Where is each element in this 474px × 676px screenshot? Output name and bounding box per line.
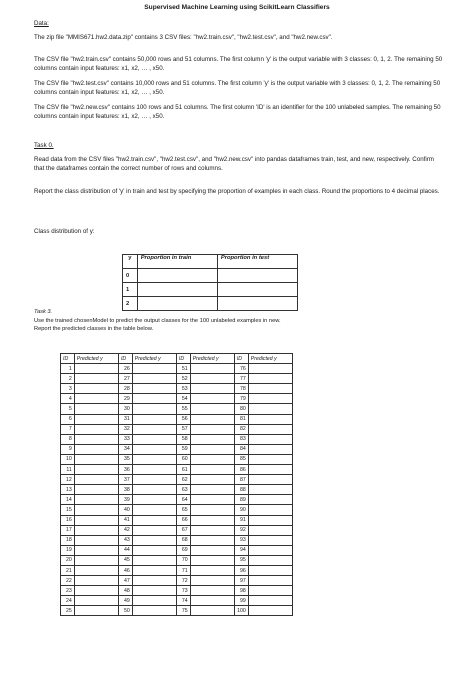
predicted-y-cell[interactable] [132, 444, 176, 454]
sample-id-cell: 98 [234, 586, 248, 596]
sample-id-cell: 66 [176, 515, 190, 525]
page-title: Supervised Machine Learning using ScikitLearn Classifiers [144, 4, 330, 11]
sample-id-cell: 53 [176, 384, 190, 394]
predicted-y-cell[interactable] [248, 545, 292, 555]
table-row [61, 444, 293, 454]
predicted-y-cell[interactable] [74, 535, 118, 545]
task3-heading: Task 3. [34, 309, 53, 315]
table-row [61, 535, 293, 545]
predicted-y-cell[interactable] [74, 545, 118, 555]
sample-id-cell: 62 [176, 475, 190, 485]
sample-id-cell: 49 [118, 596, 132, 606]
sample-id-cell: 54 [176, 394, 190, 404]
task0-paragraph-1: Read data from the CSV files "hw2.train.csv", "hw2.test.csv", and "hw2.new.csv" into pandas dataframes train, test, and new, respectively. Confirm that the dataframes contain the correct number of rows and columns. [34, 156, 434, 172]
predicted-y-cell[interactable] [74, 586, 118, 596]
class-table-row [123, 283, 298, 297]
predicted-y-cell[interactable] [248, 515, 292, 525]
predicted-y-cell[interactable] [248, 586, 292, 596]
data-heading: Data: [34, 20, 49, 27]
table-row [61, 475, 293, 485]
predicted-y-cell[interactable] [74, 475, 118, 485]
sample-id-cell: 44 [118, 545, 132, 555]
table-row [61, 545, 293, 555]
table-row [61, 414, 293, 424]
sample-id-cell: 23 [61, 586, 75, 596]
predicted-y-cell[interactable] [74, 424, 118, 434]
test-proportion-cell[interactable] [217, 269, 297, 283]
predicted-y-cell[interactable] [132, 454, 176, 464]
predicted-y-cell[interactable] [74, 374, 118, 384]
train-proportion-cell[interactable] [137, 269, 217, 283]
sample-id-cell: 81 [234, 414, 248, 424]
sample-id-cell: 45 [118, 555, 132, 565]
sample-id-cell: 77 [234, 374, 248, 384]
table-row [61, 394, 293, 404]
predicted-y-cell[interactable] [190, 525, 234, 535]
id-header: ID [61, 354, 75, 364]
sample-id-cell: 46 [118, 565, 132, 575]
predicted-y-cell[interactable] [190, 424, 234, 434]
sample-id-cell: 28 [118, 384, 132, 394]
predicted-y-cell[interactable] [190, 404, 234, 414]
predicted-y-cell[interactable] [248, 364, 292, 374]
table-row [61, 525, 293, 535]
predicted-y-cell[interactable] [190, 475, 234, 485]
predicted-y-cell[interactable] [132, 414, 176, 424]
predicted-y-cell[interactable] [190, 606, 234, 616]
data-paragraph-2: The CSV file "hw2.train.csv" contains 50,000 rows and 51 columns. The first column 'y' is the output variable with 3 classes: 0, 1, 2. The remaining 50 columns contain input features: x1, x2, … , x50. [34, 56, 443, 72]
predicted-y-cell[interactable] [248, 565, 292, 575]
sample-id-cell: 75 [176, 606, 190, 616]
sample-id-cell: 35 [118, 454, 132, 464]
predicted-y-cell[interactable] [190, 394, 234, 404]
sample-id-cell: 34 [118, 444, 132, 454]
predicted-y-cell[interactable] [74, 454, 118, 464]
sample-id-cell: 1 [61, 364, 75, 374]
task0-heading: Task 0. [34, 142, 54, 149]
predicted-y-cell[interactable] [132, 576, 176, 586]
table-row [61, 586, 293, 596]
sample-id-cell: 57 [176, 424, 190, 434]
table-row [61, 555, 293, 565]
predictions-body [61, 364, 293, 616]
predicted-y-cell[interactable] [132, 404, 176, 414]
predicted-y-cell[interactable] [190, 515, 234, 525]
predicted-y-cell[interactable] [132, 505, 176, 515]
predicted-y-cell[interactable] [132, 565, 176, 575]
predicted-y-cell[interactable] [248, 535, 292, 545]
predicted-y-cell[interactable] [248, 424, 292, 434]
predicted-y-cell[interactable] [248, 576, 292, 586]
sample-id-cell: 78 [234, 384, 248, 394]
predicted-y-cell[interactable] [132, 596, 176, 606]
predicted-y-cell[interactable] [190, 374, 234, 384]
sample-id-cell: 8 [61, 434, 75, 444]
table-row [61, 404, 293, 414]
sample-id-cell: 20 [61, 555, 75, 565]
predicted-y-cell[interactable] [190, 485, 234, 495]
sample-id-cell: 60 [176, 454, 190, 464]
predicted-y-cell[interactable] [74, 404, 118, 414]
sample-id-cell: 92 [234, 525, 248, 535]
sample-id-cell: 74 [176, 596, 190, 606]
predicted-y-cell[interactable] [190, 535, 234, 545]
sample-id-cell: 4 [61, 394, 75, 404]
sample-id-cell: 65 [176, 505, 190, 515]
sample-id-cell: 37 [118, 475, 132, 485]
sample-id-cell: 3 [61, 384, 75, 394]
predicted-y-cell[interactable] [74, 555, 118, 565]
sample-id-cell: 39 [118, 495, 132, 505]
sample-id-cell: 64 [176, 495, 190, 505]
predicted-y-cell[interactable] [132, 525, 176, 535]
predicted-y-cell[interactable] [74, 515, 118, 525]
predicted-y-cell[interactable] [248, 384, 292, 394]
table-row [61, 465, 293, 475]
data-paragraph-4: The CSV file "hw2.new.csv" contains 100 rows and 51 columns. The first column 'ID' is an identifier for the 100 unlabeled samples. The remaining 50 columns contain input features: x1, x2, … , x50. [34, 104, 441, 120]
sample-id-cell: 94 [234, 545, 248, 555]
task0-paragraph-2: Report the class distribution of 'y' in train and test by specifying the proportion of examples in each class. Round the proportions to 4 decimal places. [34, 188, 440, 195]
sample-id-cell: 12 [61, 475, 75, 485]
sample-id-cell: 21 [61, 565, 75, 575]
predicted-y-cell[interactable] [74, 414, 118, 424]
sample-id-cell: 41 [118, 515, 132, 525]
predicted-y-cell[interactable] [190, 444, 234, 454]
predicted-y-cell[interactable] [74, 394, 118, 404]
predicted-y-header: Predicted y [74, 354, 118, 364]
sample-id-cell: 99 [234, 596, 248, 606]
sample-id-cell: 36 [118, 465, 132, 475]
predicted-y-cell[interactable] [74, 434, 118, 444]
sample-id-cell: 84 [234, 444, 248, 454]
sample-id-cell: 69 [176, 545, 190, 555]
sample-id-cell: 16 [61, 515, 75, 525]
predicted-y-cell[interactable] [190, 555, 234, 565]
sample-id-cell: 73 [176, 586, 190, 596]
sample-id-cell: 85 [234, 454, 248, 464]
sample-id-cell: 2 [61, 374, 75, 384]
predicted-y-cell[interactable] [190, 364, 234, 374]
sample-id-cell: 63 [176, 485, 190, 495]
predicted-y-cell[interactable] [132, 384, 176, 394]
sample-id-cell: 33 [118, 434, 132, 444]
table-row [61, 505, 293, 515]
predicted-y-cell[interactable] [74, 384, 118, 394]
predicted-y-cell[interactable] [132, 535, 176, 545]
class-value: 0 [123, 269, 138, 283]
class-table-row [123, 269, 298, 283]
sample-id-cell: 68 [176, 535, 190, 545]
table-row [61, 576, 293, 586]
predicted-y-cell[interactable] [132, 475, 176, 485]
table-row [61, 606, 293, 616]
predicted-y-cell[interactable] [132, 394, 176, 404]
sample-id-cell: 89 [234, 495, 248, 505]
table-row [61, 515, 293, 525]
class-table-header-row [123, 255, 298, 269]
sample-id-cell: 86 [234, 465, 248, 475]
predicted-y-cell[interactable] [248, 485, 292, 495]
predicted-y-cell[interactable] [74, 364, 118, 374]
predicted-y-cell[interactable] [190, 596, 234, 606]
predicted-y-cell[interactable] [248, 596, 292, 606]
predicted-y-cell[interactable] [74, 465, 118, 475]
predicted-y-cell[interactable] [248, 505, 292, 515]
sample-id-cell: 72 [176, 576, 190, 586]
sample-id-cell: 9 [61, 444, 75, 454]
sample-id-cell: 6 [61, 414, 75, 424]
predicted-y-header: Predicted y [190, 354, 234, 364]
predicted-y-cell[interactable] [74, 495, 118, 505]
sample-id-cell: 10 [61, 454, 75, 464]
predicted-y-cell[interactable] [190, 505, 234, 515]
sample-id-cell: 22 [61, 576, 75, 586]
sample-id-cell: 14 [61, 495, 75, 505]
class-table-header: y [123, 255, 138, 269]
class-value: 2 [123, 297, 138, 311]
sample-id-cell: 58 [176, 434, 190, 444]
sample-id-cell: 30 [118, 404, 132, 414]
predicted-y-cell[interactable] [74, 525, 118, 535]
predicted-y-cell[interactable] [132, 424, 176, 434]
sample-id-cell: 59 [176, 444, 190, 454]
sample-id-cell: 25 [61, 606, 75, 616]
class-distribution-table [122, 254, 298, 311]
sample-id-cell: 70 [176, 555, 190, 565]
table-row [61, 384, 293, 394]
task3-paragraph-1: Use the trained chosenModel to predict the output classes for the 100 unlabeled examples in new. [34, 318, 281, 324]
class-distribution-label: Class distribution of y: [34, 228, 95, 235]
sample-id-cell: 26 [118, 364, 132, 374]
id-header: ID [234, 354, 248, 364]
sample-id-cell: 31 [118, 414, 132, 424]
table-row [61, 454, 293, 464]
sample-id-cell: 7 [61, 424, 75, 434]
sample-id-cell: 40 [118, 505, 132, 515]
predicted-y-cell[interactable] [74, 444, 118, 454]
predicted-y-cell[interactable] [190, 414, 234, 424]
sample-id-cell: 90 [234, 505, 248, 515]
predicted-y-cell[interactable] [248, 394, 292, 404]
predicted-y-cell[interactable] [74, 485, 118, 495]
predicted-y-cell[interactable] [190, 384, 234, 394]
predicted-y-cell[interactable] [248, 495, 292, 505]
predicted-y-cell[interactable] [248, 475, 292, 485]
predicted-y-cell[interactable] [132, 434, 176, 444]
data-paragraph-1: The zip file "MMIS671.hw2.data.zip" contains 3 CSV files: "hw2.train.csv", "hw2.test.csv", and "hw2.new.csv". [34, 34, 333, 41]
sample-id-cell: 100 [234, 606, 248, 616]
sample-id-cell: 17 [61, 525, 75, 535]
id-header: ID [176, 354, 190, 364]
sample-id-cell: 42 [118, 525, 132, 535]
predicted-y-cell[interactable] [132, 586, 176, 596]
predicted-y-cell[interactable] [190, 495, 234, 505]
sample-id-cell: 80 [234, 404, 248, 414]
sample-id-cell: 97 [234, 576, 248, 586]
sample-id-cell: 96 [234, 565, 248, 575]
predicted-y-cell[interactable] [248, 525, 292, 535]
table-row [61, 364, 293, 374]
predicted-y-cell[interactable] [248, 606, 292, 616]
predicted-y-cell[interactable] [74, 576, 118, 586]
sample-id-cell: 5 [61, 404, 75, 414]
sample-id-cell: 47 [118, 576, 132, 586]
predicted-y-cell[interactable] [248, 374, 292, 384]
class-value: 1 [123, 283, 138, 297]
predicted-y-cell[interactable] [248, 555, 292, 565]
predicted-y-cell[interactable] [132, 364, 176, 374]
sample-id-cell: 11 [61, 465, 75, 475]
sample-id-cell: 93 [234, 535, 248, 545]
predicted-y-cell[interactable] [190, 454, 234, 464]
predicted-y-cell[interactable] [74, 606, 118, 616]
sample-id-cell: 27 [118, 374, 132, 384]
predicted-y-cell[interactable] [74, 505, 118, 515]
sample-id-cell: 52 [176, 374, 190, 384]
table-row [61, 434, 293, 444]
sample-id-cell: 76 [234, 364, 248, 374]
sample-id-cell: 38 [118, 485, 132, 495]
predictions-table [60, 353, 293, 616]
test-proportion-cell[interactable] [217, 283, 297, 297]
sample-id-cell: 48 [118, 586, 132, 596]
predicted-y-cell[interactable] [248, 465, 292, 475]
sample-id-cell: 91 [234, 515, 248, 525]
sample-id-cell: 87 [234, 475, 248, 485]
sample-id-cell: 55 [176, 404, 190, 414]
predicted-y-cell[interactable] [248, 414, 292, 424]
task3-paragraph-2: Report the predicted classes in the table below. [34, 326, 154, 332]
sample-id-cell: 24 [61, 596, 75, 606]
sample-id-cell: 32 [118, 424, 132, 434]
class-table-header: Proportion in test [217, 255, 297, 269]
predicted-y-cell[interactable] [132, 465, 176, 475]
predicted-y-cell[interactable] [190, 434, 234, 444]
predicted-y-header: Predicted y [132, 354, 176, 364]
predicted-y-cell[interactable] [132, 545, 176, 555]
predicted-y-cell[interactable] [248, 434, 292, 444]
table-row [61, 424, 293, 434]
predicted-y-cell[interactable] [132, 495, 176, 505]
predicted-y-cell[interactable] [190, 545, 234, 555]
sample-id-cell: 18 [61, 535, 75, 545]
table-row [61, 565, 293, 575]
sample-id-cell: 67 [176, 525, 190, 535]
id-header: ID [118, 354, 132, 364]
predicted-y-cell[interactable] [248, 444, 292, 454]
sample-id-cell: 43 [118, 535, 132, 545]
sample-id-cell: 19 [61, 545, 75, 555]
predicted-y-cell[interactable] [132, 374, 176, 384]
predicted-y-cell[interactable] [190, 576, 234, 586]
sample-id-cell: 29 [118, 394, 132, 404]
sample-id-cell: 61 [176, 465, 190, 475]
predictions-header-row [61, 354, 293, 364]
predicted-y-cell[interactable] [74, 565, 118, 575]
sample-id-cell: 83 [234, 434, 248, 444]
sample-id-cell: 79 [234, 394, 248, 404]
sample-id-cell: 71 [176, 565, 190, 575]
predicted-y-cell[interactable] [132, 515, 176, 525]
table-row [61, 596, 293, 606]
predicted-y-cell[interactable] [74, 596, 118, 606]
sample-id-cell: 95 [234, 555, 248, 565]
class-table-header: Proportion in train [137, 255, 217, 269]
sample-id-cell: 82 [234, 424, 248, 434]
table-row [61, 374, 293, 384]
predicted-y-header: Predicted y [248, 354, 292, 364]
sample-id-cell: 13 [61, 485, 75, 495]
train-proportion-cell[interactable] [137, 283, 217, 297]
predicted-y-cell[interactable] [132, 485, 176, 495]
sample-id-cell: 88 [234, 485, 248, 495]
predicted-y-cell[interactable] [248, 454, 292, 464]
table-row [61, 495, 293, 505]
sample-id-cell: 15 [61, 505, 75, 515]
predicted-y-cell[interactable] [132, 555, 176, 565]
sample-id-cell: 56 [176, 414, 190, 424]
data-paragraph-3: The CSV file "hw2.test.csv" contains 10,000 rows and 51 columns. The first column 'y' is the output variable with 3 classes: 0, 1, 2. The remaining 50 columns contain input features: x1, x2, … , x50. [34, 80, 441, 96]
predicted-y-cell[interactable] [190, 465, 234, 475]
sample-id-cell: 51 [176, 364, 190, 374]
predicted-y-cell[interactable] [132, 606, 176, 616]
sample-id-cell: 50 [118, 606, 132, 616]
table-row [61, 485, 293, 495]
predicted-y-cell[interactable] [190, 565, 234, 575]
predicted-y-cell[interactable] [248, 404, 292, 414]
predicted-y-cell[interactable] [190, 586, 234, 596]
